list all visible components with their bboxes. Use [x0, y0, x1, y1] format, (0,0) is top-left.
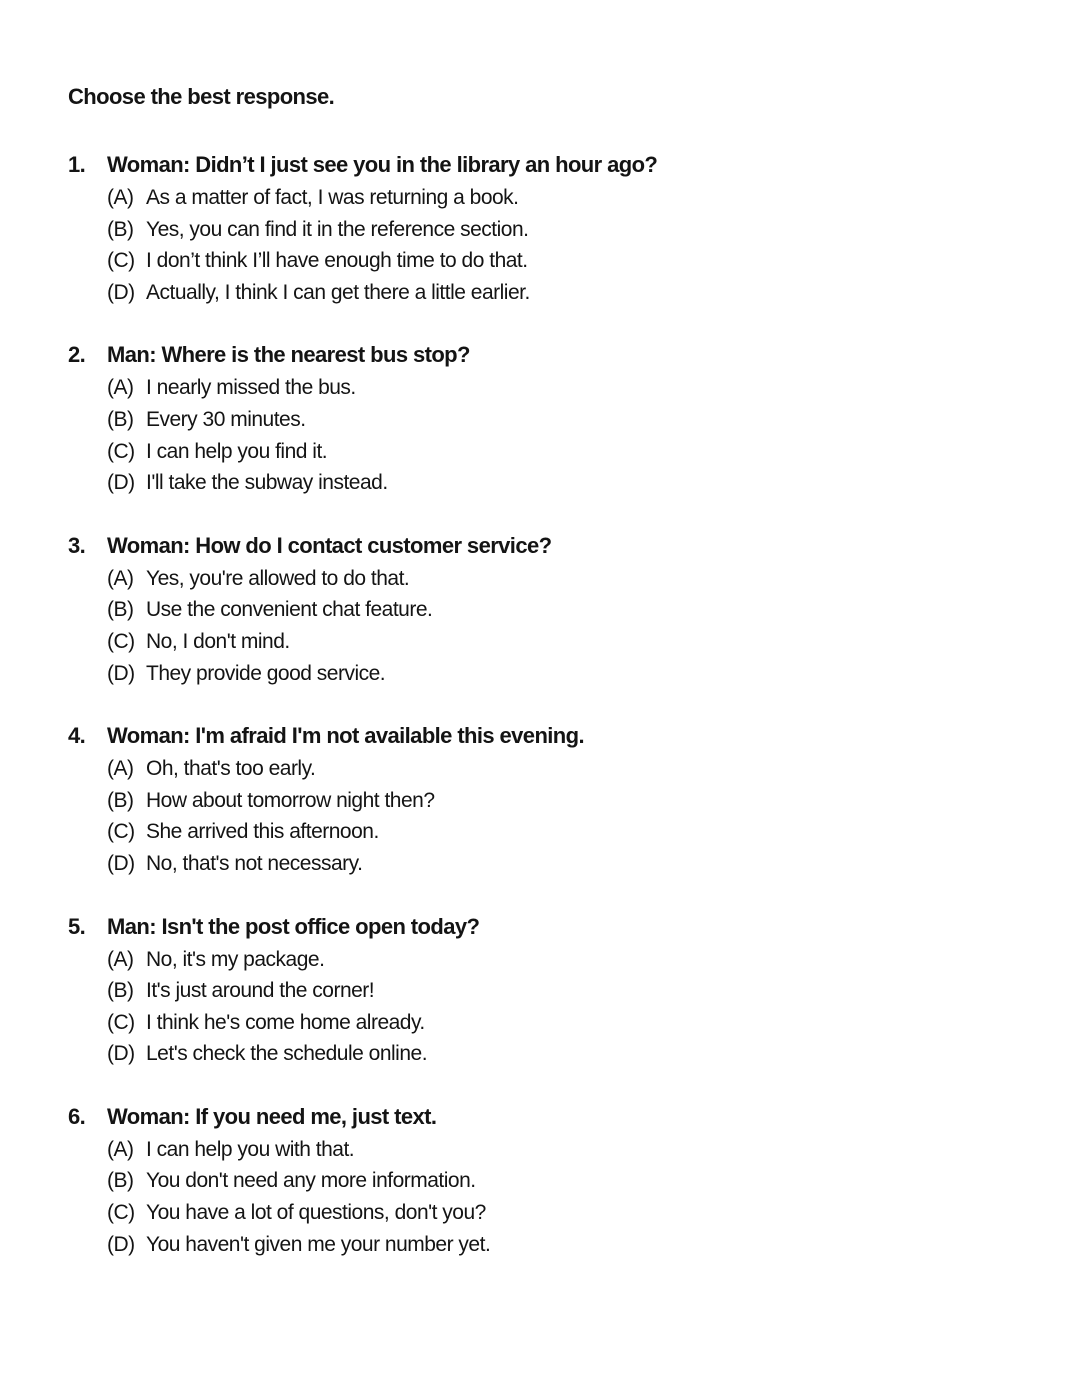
option-text: As a matter of fact, I was returning a book.: [146, 186, 519, 209]
option-text: They provide good service.: [146, 661, 386, 685]
option-c: [107, 245, 1008, 277]
option-a: [107, 372, 1008, 404]
option-text: Let's check the schedule online.: [146, 1042, 428, 1066]
question-number: 3.: [68, 532, 86, 558]
option-text: You don't need any more information.: [146, 1169, 476, 1193]
option-text: Yes, you can find it in the reference section.: [146, 217, 529, 241]
worksheet: [68, 80, 1008, 1290]
option-letter: (A): [107, 1137, 134, 1161]
option-c: [107, 436, 1008, 468]
question-1: [68, 148, 1008, 308]
option-text: She arrived this afternoon.: [146, 820, 379, 844]
option-d: [107, 1229, 1008, 1261]
question-number: 2.: [68, 342, 86, 368]
question-prompt: Man: Isn't the post office open today?: [107, 913, 480, 939]
option-letter: (D): [107, 661, 135, 685]
option-b: [107, 1165, 1008, 1197]
option-text: No, I don't mind.: [146, 629, 290, 653]
option-text: I think he's come home already.: [146, 1010, 425, 1034]
option-a: [107, 563, 1008, 595]
option-text: You haven't given me your number yet.: [146, 1232, 491, 1256]
option-letter: (A): [107, 186, 134, 209]
answer-options: [68, 944, 1008, 1070]
option-text: Every 30 minutes.: [146, 407, 306, 431]
question-prompt: Woman: I'm afraid I'm not available this evening.: [107, 723, 584, 749]
option-c: [107, 1197, 1008, 1229]
question-header: [68, 338, 1008, 372]
instructions-heading: Choose the best response.: [68, 84, 335, 109]
option-letter: (B): [107, 407, 134, 431]
option-letter: (B): [107, 979, 134, 1003]
option-d: [107, 1038, 1008, 1070]
option-letter: (A): [107, 757, 134, 781]
question-prompt: Woman: If you need me, just text.: [107, 1103, 437, 1129]
option-a: [107, 1134, 1008, 1166]
answer-options: [68, 1134, 1008, 1260]
option-text: Oh, that's too early.: [146, 757, 316, 781]
question-prompt: Woman: How do I contact customer service?: [107, 532, 552, 558]
option-letter: (C): [107, 249, 135, 273]
question-5: [68, 910, 1008, 1070]
question-header: [68, 148, 1008, 182]
question-header: [68, 910, 1008, 944]
option-text: How about tomorrow night then?: [146, 788, 435, 812]
option-b: [107, 404, 1008, 436]
option-text: I'll take the subway instead.: [146, 471, 388, 495]
option-d: [107, 848, 1008, 880]
option-letter: (C): [107, 1010, 135, 1034]
answer-options: [68, 372, 1008, 498]
option-c: [107, 816, 1008, 848]
option-text: Use the convenient chat feature.: [146, 598, 433, 622]
option-b: [107, 594, 1008, 626]
option-d: [107, 658, 1008, 690]
option-letter: (B): [107, 598, 134, 622]
question-number: 1.: [68, 152, 86, 177]
option-letter: (D): [107, 851, 135, 875]
question-4: [68, 719, 1008, 879]
question-prompt: Man: Where is the nearest bus stop?: [107, 342, 470, 368]
option-letter: (C): [107, 820, 135, 844]
answer-options: [68, 182, 1008, 308]
question-3: [68, 529, 1008, 689]
question-number: 4.: [68, 723, 86, 749]
option-b: [107, 214, 1008, 246]
option-letter: (D): [107, 1232, 135, 1256]
question-header: [68, 719, 1008, 753]
option-letter: (C): [107, 1201, 135, 1225]
option-text: I can help you with that.: [146, 1137, 355, 1161]
option-text: No, it's my package.: [146, 947, 325, 971]
option-c: [107, 626, 1008, 658]
option-letter: (B): [107, 1169, 134, 1193]
question-number: 5.: [68, 913, 86, 939]
option-letter: (A): [107, 376, 134, 400]
question-number: 6.: [68, 1103, 86, 1129]
option-c: [107, 1007, 1008, 1039]
option-d: [107, 277, 1008, 309]
option-a: [107, 944, 1008, 976]
option-letter: (A): [107, 566, 134, 590]
option-letter: (C): [107, 439, 135, 463]
option-text: I nearly missed the bus.: [146, 376, 356, 400]
question-prompt: Woman: Didn’t I just see you in the library an hour ago?: [107, 152, 658, 177]
option-b: [107, 785, 1008, 817]
option-text: I don’t think I’ll have enough time to do that.: [146, 249, 528, 273]
answer-options: [68, 753, 1008, 879]
option-text: It's just around the corner!: [146, 979, 375, 1003]
option-letter: (D): [107, 471, 135, 495]
option-text: Actually, I think I can get there a little earlier.: [146, 280, 530, 304]
option-b: [107, 975, 1008, 1007]
option-letter: (D): [107, 280, 135, 304]
option-text: No, that's not necessary.: [146, 851, 363, 875]
question-header: [68, 1100, 1008, 1134]
option-text: You have a lot of questions, don't you?: [146, 1201, 486, 1225]
option-text: Yes, you're allowed to do that.: [146, 566, 410, 590]
option-text: I can help you find it.: [146, 439, 328, 463]
question-header: [68, 529, 1008, 563]
question-6: [68, 1100, 1008, 1260]
option-a: [107, 182, 1008, 214]
question-2: [68, 338, 1008, 498]
answer-options: [68, 563, 1008, 689]
option-letter: (A): [107, 947, 134, 971]
option-letter: (D): [107, 1042, 135, 1066]
option-d: [107, 467, 1008, 499]
option-a: [107, 753, 1008, 785]
option-letter: (B): [107, 217, 134, 241]
option-letter: (C): [107, 629, 135, 653]
option-letter: (B): [107, 788, 134, 812]
